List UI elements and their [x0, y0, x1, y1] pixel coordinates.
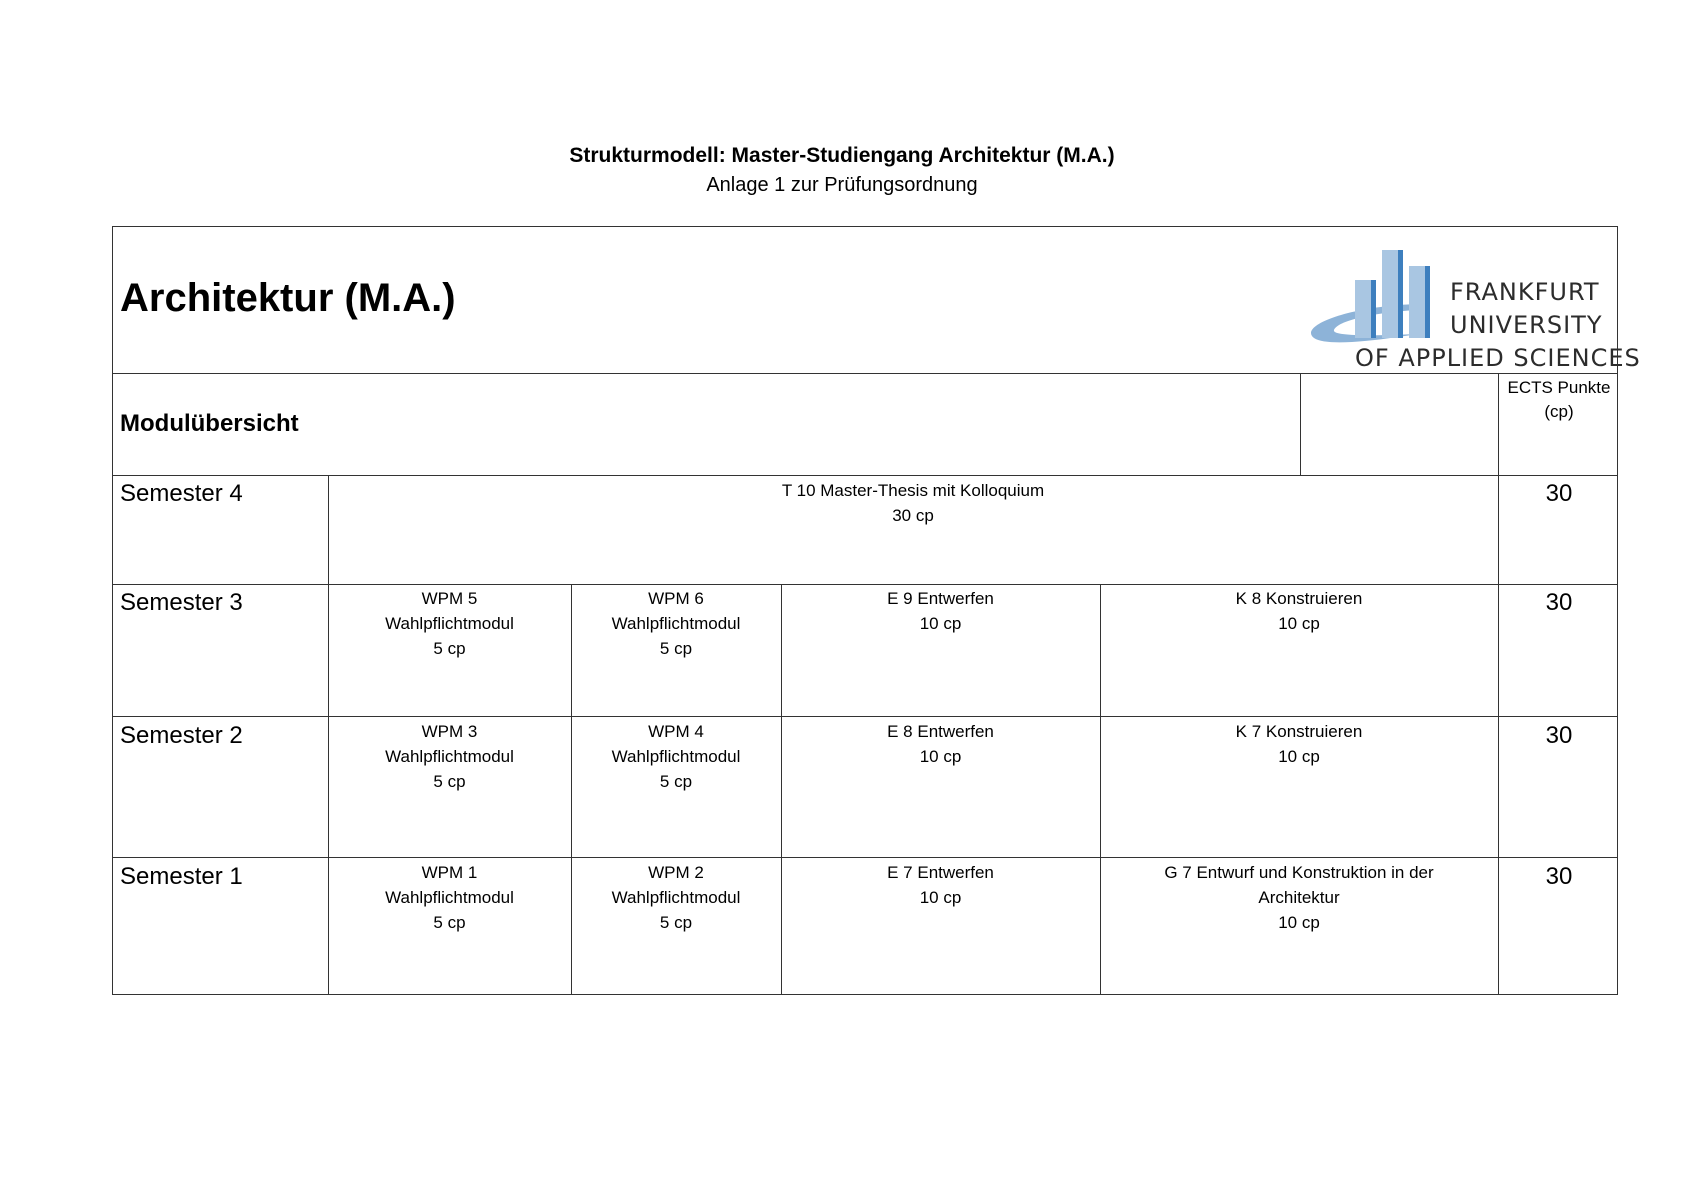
module-credits: 10 cp	[919, 888, 962, 907]
ects-header-label: ECTS Punkte	[1507, 378, 1611, 397]
semester-label: Semester 3	[120, 589, 243, 616]
university-logo	[1308, 246, 1641, 372]
module-name: K 7 Konstruieren	[1235, 722, 1363, 741]
module-credits: 5 cp	[433, 913, 466, 932]
module-code: WPM 5	[421, 589, 478, 608]
module-name: Wahlpflichtmodul	[385, 614, 514, 633]
module-credits: 5 cp	[659, 913, 693, 932]
module-name: T 10 Master-Thesis mit Kolloquium	[781, 481, 1045, 500]
module-credits: 10 cp	[919, 747, 962, 766]
ects-value: 30	[1545, 589, 1573, 616]
module-credits: 5 cp	[433, 772, 466, 791]
module-cell	[571, 586, 781, 661]
module-credits: 10 cp	[1278, 747, 1320, 766]
module-name: E 9 Entwerfen	[887, 589, 994, 608]
module-credits: 10 cp	[1278, 913, 1320, 932]
module-cell	[328, 860, 571, 935]
logo-text-line1: FRANKFURT	[1450, 278, 1600, 306]
module-code: WPM 3	[421, 722, 478, 741]
semester-label: Semester 1	[120, 863, 243, 890]
module-credits: 30 cp	[892, 506, 934, 525]
divider	[112, 475, 1618, 476]
document-title: Strukturmodell: Master-Studiengang Architektur (M.A.)	[569, 144, 1115, 167]
module-code: WPM 2	[648, 863, 704, 882]
divider	[112, 857, 1618, 858]
module-cell	[328, 478, 1498, 528]
module-cell	[571, 860, 781, 935]
module-cell	[781, 860, 1100, 910]
divider	[1498, 373, 1499, 995]
divider	[112, 584, 1618, 585]
module-name: E 7 Entwerfen	[887, 863, 994, 882]
ects-header-unit: (cp)	[1544, 402, 1574, 421]
module-credits: 10 cp	[919, 614, 962, 633]
program-title: Architektur (M.A.)	[120, 276, 456, 320]
divider	[112, 373, 1618, 374]
module-name: Wahlpflichtmodul	[611, 888, 741, 907]
document-subtitle: Anlage 1 zur Prüfungsordnung	[706, 174, 978, 196]
module-name: K 8 Konstruieren	[1235, 589, 1363, 608]
module-cell	[781, 586, 1100, 636]
ects-column-header	[1500, 376, 1618, 424]
ects-value: 30	[1545, 722, 1573, 749]
module-credits: 10 cp	[1278, 614, 1320, 633]
module-cell	[571, 719, 781, 794]
divider	[112, 716, 1618, 717]
module-code: WPM 4	[648, 722, 704, 741]
module-cell	[328, 586, 571, 661]
divider	[1300, 373, 1301, 475]
module-name: Wahlpflichtmodul	[611, 614, 741, 633]
section-title: Modulübersicht	[120, 410, 299, 437]
divider	[781, 584, 782, 995]
semester-label: Semester 4	[120, 480, 243, 507]
module-name: Wahlpflichtmodul	[385, 747, 514, 766]
module-name-cont: Architektur	[1258, 888, 1340, 907]
module-name: E 8 Entwerfen	[887, 722, 994, 741]
module-name: Wahlpflichtmodul	[611, 747, 741, 766]
module-cell	[1100, 719, 1498, 769]
ects-value: 30	[1545, 863, 1573, 890]
semester-label: Semester 2	[120, 722, 243, 749]
logo-text-line3: OF APPLIED SCIENCES	[1355, 344, 1641, 372]
module-cell	[1100, 860, 1498, 935]
module-credits: 5 cp	[659, 772, 693, 791]
module-name: Wahlpflichtmodul	[385, 888, 514, 907]
module-name: G 7 Entwurf und Konstruktion in der	[1164, 863, 1434, 882]
module-cell	[781, 719, 1100, 769]
module-code: WPM 1	[421, 863, 478, 882]
logo-text-line2: UNIVERSITY	[1450, 311, 1603, 339]
module-credits: 5 cp	[659, 639, 693, 658]
module-code: WPM 6	[648, 589, 704, 608]
module-credits: 5 cp	[433, 639, 466, 658]
ects-value: 30	[1545, 480, 1573, 507]
module-cell	[328, 719, 571, 794]
module-cell	[1100, 586, 1498, 636]
